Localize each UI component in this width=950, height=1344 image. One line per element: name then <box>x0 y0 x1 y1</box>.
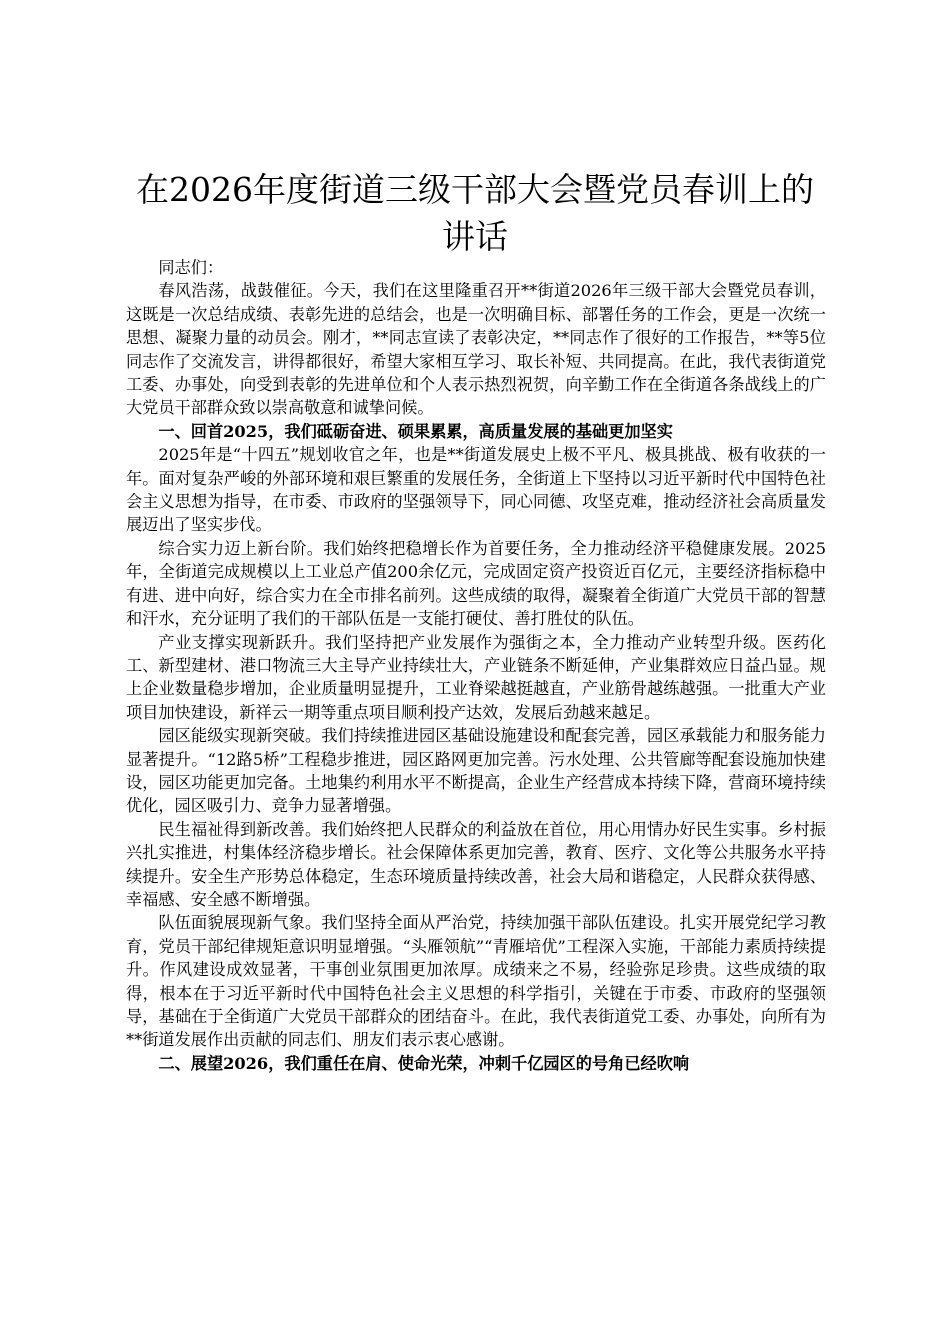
section-heading-2: 二、展望2026，我们重任在肩、使命光荣，冲刺千亿园区的号角已经吹响 <box>158 1053 690 1073</box>
section-heading-1: 一、回首2025，我们砥砺奋进、硕果累累，高质量发展的基础更加坚实 <box>158 421 673 441</box>
paragraph-2025-overview: 2025年是“十四五”规划收官之年，也是**街道发展史上极不平凡、极具挑战、极有收获的一年。面对复杂严峻的外部环境和艰巨繁重的发展任务，全街道上下坚持以习近平新时代中国特色社会主义思想为指导，在市委、市政府的坚强领导下，同心同德、攻坚克难，推动经济社会高质量发展迈出了坚实步伐。 <box>126 445 826 535</box>
paragraph-team-style: 队伍面貌展现新气象。我们坚持全面从严治党，持续加强干部队伍建设。扎实开展党纪学习教育，党员干部纪律规矩意识明显增强。“头雁领航”“青雁培优”工程深入实施，干部能力素质持续提升。作风建设成效显著，干事创业氛围更加浓厚。成绩来之不易，经验弥足珍贵。这些成绩的取得，根本在于习近平新时代中国特色社会主义思想的科学指引，关键在于市委、市政府的坚强领导，基础在于全街道广大党员干部群众的团结奋斗。在此，我代表街道党工委、办事处，向所有为**街道发展作出贡献的同志们、朋友们表示衷心感谢。 <box>126 913 826 1050</box>
document-body <box>126 256 826 1075</box>
paragraph-livelihood: 民生福祉得到新改善。我们始终把人民群众的利益放在首位，用心用情办好民生实事。乡村振兴扎实推进，村集体经济稳步增长。社会保障体系更加完善，教育、医疗、文化等公共服务水平持续提升。安全生产形势总体稳定，生态环境质量持续改善，社会大局和谐稳定，人民群众获得感、幸福感、安全感不断增强。 <box>126 819 826 909</box>
paragraph-economic-strength: 综合实力迈上新台阶。我们始终把稳增长作为首要任务，全力推动经济平稳健康发展。2025年，全街道完成规模以上工业总产值200余亿元，完成固定资产投资近百亿元，主要经济指标稳中有进、进中向好，综合实力在全市排名前列。这些成绩的取得，凝聚着全街道广大党员干部的智慧和汗水，充分证明了我们的干部队伍是一支能打硬仗、善打胜仗的队伍。 <box>126 538 826 629</box>
document-title: 在2026年度街道三级干部大会暨党员春训上的讲话 <box>136 170 814 256</box>
paragraph-park-level: 园区能级实现新突破。我们持续推进园区基础设施建设和配套完善，园区承载能力和服务能力显著提升。“12路5桥”工程稳步推进，园区路网更加完善。污水处理、公共管廊等配套设施加快建设，园区功能更加完备。土地集约利用水平不断提高，企业生产经营成本持续下降，营商环境持续优化，园区吸引力、竞争力显著增强。 <box>126 726 826 816</box>
paragraph-industry-support: 产业支撑实现新跃升。我们坚持把产业发展作为强街之本，全力推动产业转型升级。医药化工、新型建材、港口物流三大主导产业持续壮大，产业链条不断延伸，产业集群效应日益凸显。规上企业数量稳步增加，企业质量明显提升，工业脊梁越挺越直，产业筋骨越练越强。一批重大产业项目加快建设，新祥云一期等重点项目顺利投产达效，发展后劲越来越足。 <box>126 632 826 722</box>
greeting: 同志们： <box>158 258 224 277</box>
paragraph-intro: 春风浩荡，战鼓催征。今天，我们在这里隆重召开**街道2026年三级干部大会暨党员春训，这既是一次总结成绩、表彰先进的总结会，也是一次明确目标、部署任务的工作会，更是一次统一思想、凝聚力量的动员会。刚才，**同志宣读了表彰决定，**同志作了很好的工作报告，**等5位同志作了交流发言，讲得都很好，希望大家相互学习、取长补短、共同提高。在此，我代表街道党工委、办事处，向受到表彰的先进单位和个人表示热烈祝贺，向辛勤工作在全街道各条战线上的广大党员干部群众致以崇高敬意和诚挚问候。 <box>126 281 826 418</box>
